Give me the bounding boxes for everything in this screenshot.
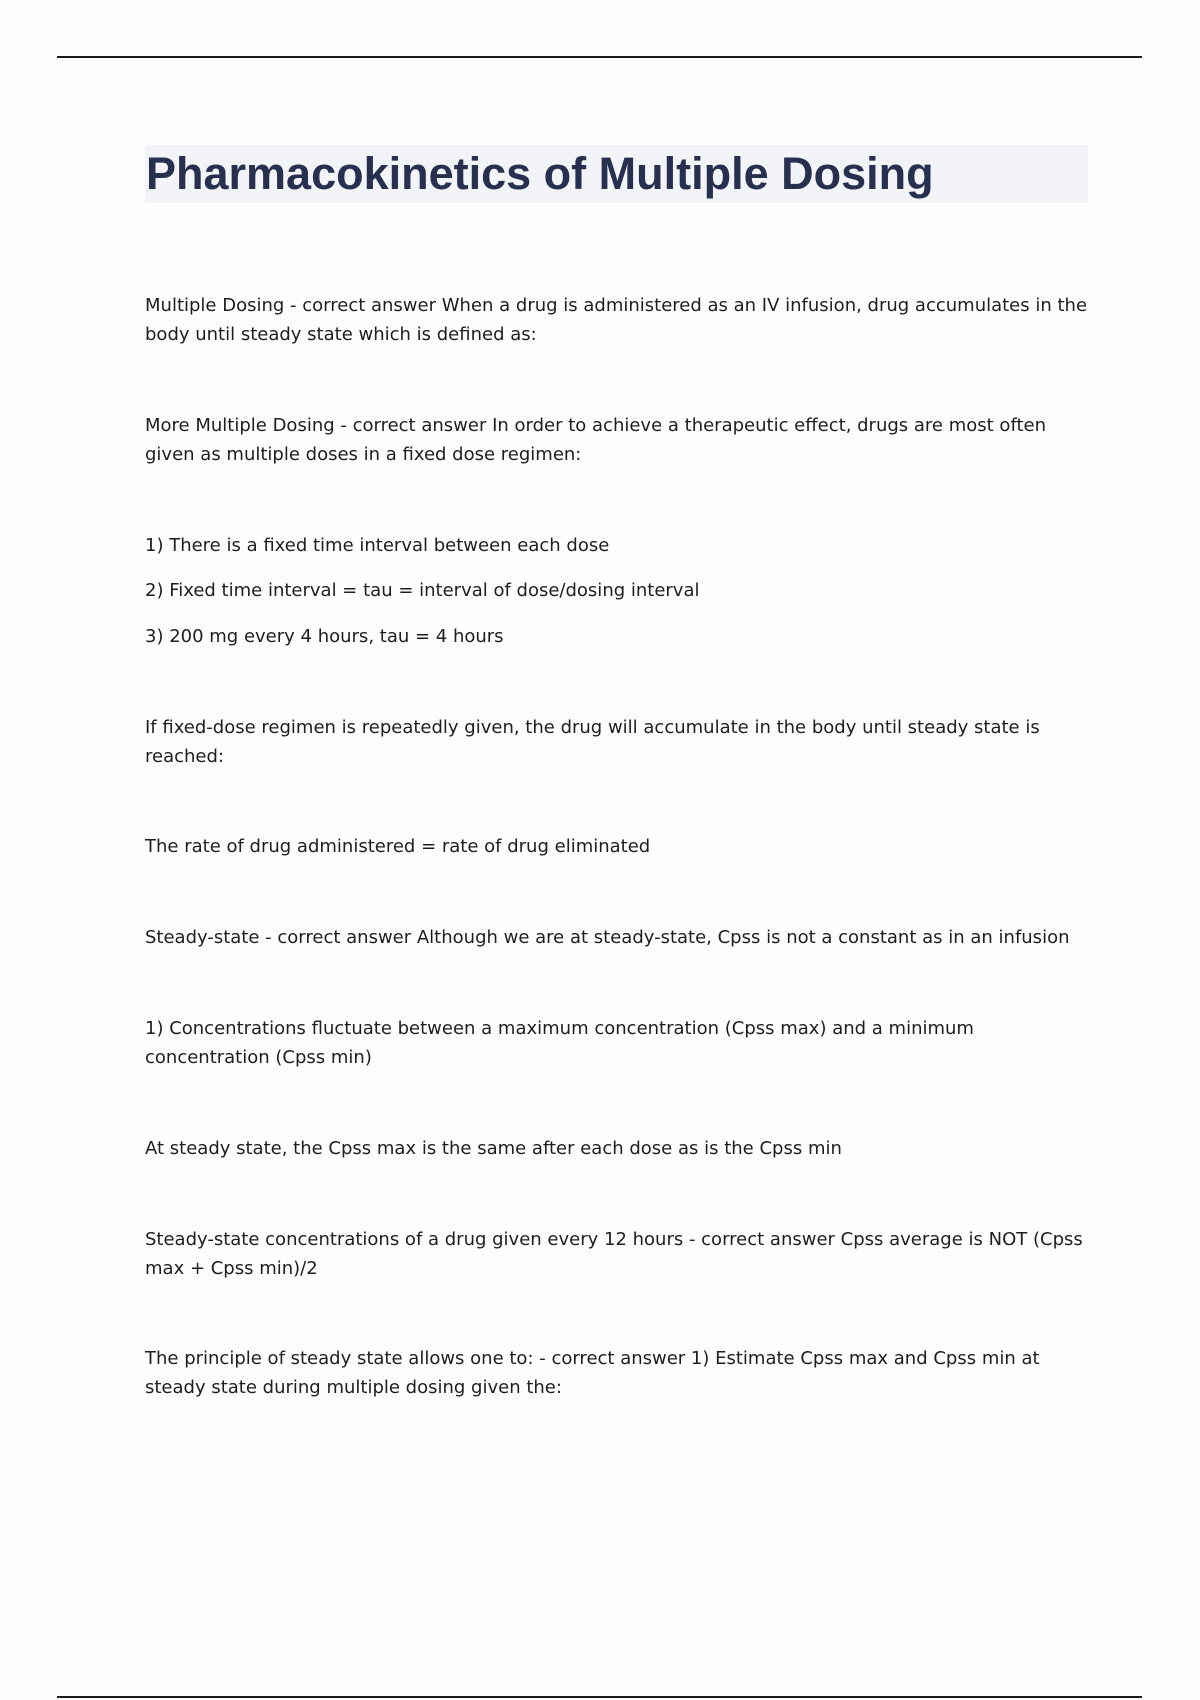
paragraph-principle: The principle of steady state allows one to: - correct answer 1) Estimate Cpss max and Cpss min at steady state during multiple dosing given the: bbox=[145, 1348, 1040, 1398]
list-item-tau-definition: 2) Fixed time interval = tau = interval of dose/dosing interval bbox=[145, 580, 700, 601]
paragraph-more-multiple-dosing: More Multiple Dosing - correct answer In order to achieve a therapeutic effect, drugs are most often given as multiple doses in a fixed dose regimen: bbox=[145, 415, 1047, 465]
paragraph-cpss-same: At steady state, the Cpss max is the same after each dose as is the Cpss min bbox=[145, 1138, 842, 1159]
paragraph-accumulation: If fixed-dose regimen is repeatedly given, the drug will accumulate in the body until steady state is reached: bbox=[145, 717, 1040, 767]
footer-rule bbox=[57, 1696, 1142, 1698]
list-item-dose-example: 3) 200 mg every 4 hours, tau = 4 hours bbox=[145, 626, 504, 647]
paragraph-steady-state: Steady-state - correct answer Although we are at steady-state, Cpss is not a constant as in an infusion bbox=[145, 927, 1070, 948]
paragraph-rate-equality: The rate of drug administered = rate of drug eliminated bbox=[145, 836, 651, 857]
list-item-fluctuation: 1) Concentrations fluctuate between a maximum concentration (Cpss max) and a minimum concentration (Cpss min) bbox=[145, 1018, 974, 1068]
paragraph-every-12-hours: Steady-state concentrations of a drug given every 12 hours - correct answer Cpss average is NOT (Cpss max + Cpss min)/2 bbox=[145, 1229, 1083, 1279]
list-item-fixed-interval: 1) There is a fixed time interval between each dose bbox=[145, 535, 610, 556]
header-rule bbox=[57, 56, 1142, 58]
paragraph-multiple-dosing: Multiple Dosing - correct answer When a drug is administered as an IV infusion, drug accumulates in the body until steady state which is defined as: bbox=[145, 295, 1088, 345]
page-title: Pharmacokinetics of Multiple Dosing bbox=[146, 148, 934, 199]
